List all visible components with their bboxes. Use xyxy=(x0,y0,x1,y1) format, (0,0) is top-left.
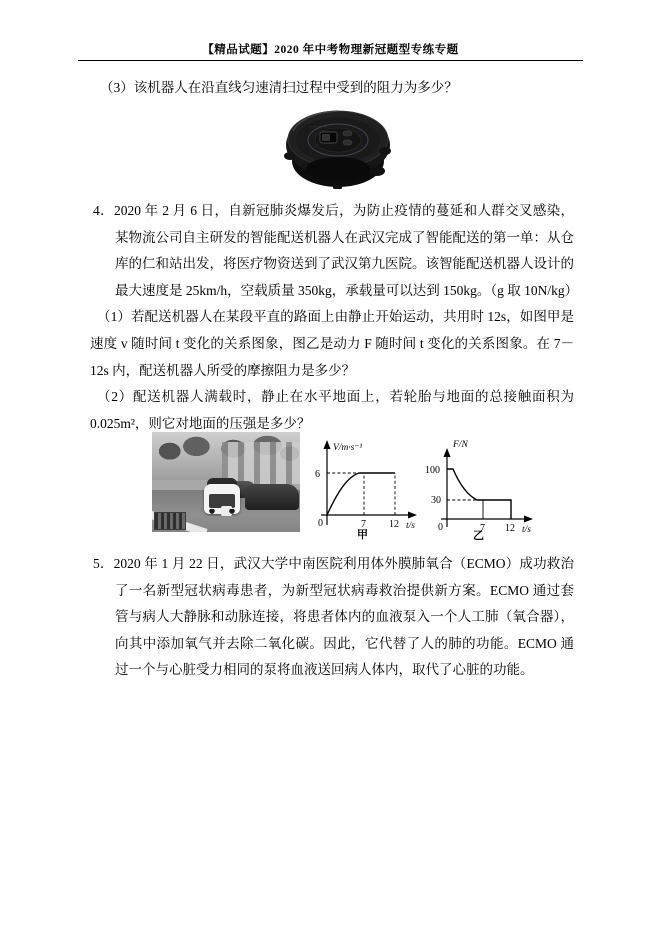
question-4-intro xyxy=(90,198,579,304)
x-axis-label: t/s xyxy=(522,525,531,535)
question-4-part2: （2）配送机器人满载时，静止在水平地面上，若轮胎与地面的总接触面积为 0.025m²，则它对地面的压强是多少？ xyxy=(90,389,574,431)
force-time-graph xyxy=(421,435,537,540)
y-tick-100: 100 xyxy=(425,465,440,476)
question-4-number: 4． xyxy=(93,203,114,218)
question-3-text: （3）该机器人在沿直线匀速清扫过程中受到的阻力为多少？ xyxy=(100,80,458,95)
x-axis-arrow xyxy=(524,516,533,523)
x-tick-0: 0 xyxy=(318,518,323,529)
y-axis-label: F/N xyxy=(453,440,468,450)
vacuum-brand-mark: —————— xyxy=(309,124,327,128)
x-tick-7: 7 xyxy=(361,519,366,530)
photo-parked-car-near xyxy=(245,484,299,510)
question-4 xyxy=(90,198,579,437)
question-4-figures xyxy=(152,432,537,540)
x-axis-label: t/s xyxy=(406,521,415,531)
page-title: 【精品试题】2020 年中考物理新冠题型专练专题 xyxy=(202,44,459,56)
x-tick-0: 0 xyxy=(438,522,443,533)
x-tick-12: 12 xyxy=(505,523,515,534)
force-curve xyxy=(447,469,511,519)
x-tick-7: 7 xyxy=(480,523,485,534)
photo-delivery-robot xyxy=(204,478,240,518)
photo-drain-grate xyxy=(154,512,186,530)
y-axis-arrow xyxy=(324,440,331,449)
question-4-part1: （1）若配送机器人在某段平直的路面上由静止开始运动，共用时 12s，如图甲是速度 v 随时间 t 变化的关系图象，图乙是动力 F 随时间 t 变化的关系图象。在 7－12s 内，配送机器人所受的摩擦阻力是多少？ xyxy=(90,309,574,378)
header-divider xyxy=(78,60,583,61)
question-4-intro-text: 2020 年 2 月 6 日，自新冠肺炎爆发后，为防止疫情的蔓延和人群交叉感染，某物流公司自主研发的智能配送机器人在武汉完成了智能配送的第一单：从仓库的仁和站出发，将医疗物资送到了武汉第九医院。该智能配送机器人设计的最大速度是 25km/h，空载质量 350kg，承载量可以达到 150kg。（g 取 10N/kg） xyxy=(113,203,579,298)
y-tick-30: 30 xyxy=(431,495,441,506)
graph-caption-yi: 乙 xyxy=(473,530,484,540)
question-5-text: 2020 年 1 月 22 日，武汉大学中南医院利用体外膜肺氧合（ECMO）成功救治了一名新型冠状病毒患者，为新型冠状病毒救治提供新方案。ECMO 通过套管与病人大静脉和动脉连接，将患者体内的血液泵入一个人工肺（氧合器），向其中添加氧气并去除二氧化碳。因此，它代替了人的肺的功能。ECMO 通过一个与心脏受力相同的泵将血液送回病人体内，取代了心脏的功能。 xyxy=(113,556,574,678)
graph-caption-jia: 甲 xyxy=(357,529,368,540)
photo-robot-body xyxy=(204,484,240,514)
y-tick-6: 6 xyxy=(315,469,320,480)
velocity-time-graph xyxy=(307,435,420,540)
velocity-curve xyxy=(327,473,395,515)
photo-robot-screen xyxy=(209,494,235,508)
robot-vacuum-drawing xyxy=(281,101,395,193)
y-axis-label: V/m·s⁻¹ xyxy=(333,443,363,453)
question-5 xyxy=(90,551,574,684)
y-axis-arrow xyxy=(444,448,451,457)
question-5-number: 5． xyxy=(93,556,114,571)
x-axis-arrow xyxy=(408,512,417,519)
robot-vacuum-image xyxy=(281,101,395,193)
photo-robot-wheels xyxy=(208,509,236,514)
question-5-text-wrap xyxy=(90,551,574,684)
x-tick-12: 12 xyxy=(389,519,399,530)
delivery-robot-street-photo xyxy=(152,432,300,532)
